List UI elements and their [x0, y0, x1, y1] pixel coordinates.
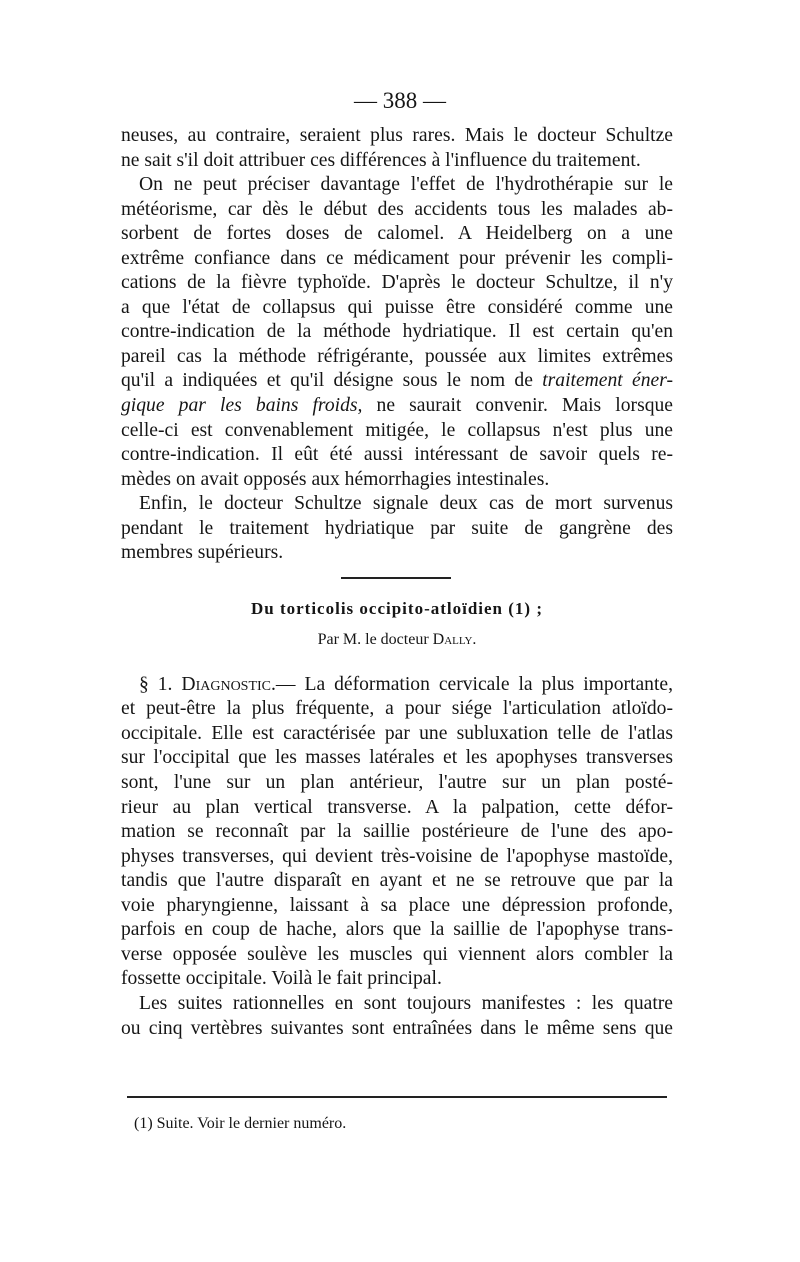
text-line: contre-indication. Il eût été aussi intéressant de savoir quels re- [121, 444, 673, 466]
paragraph-consequences [121, 992, 673, 1041]
page-number: — 388 — [354, 88, 446, 113]
line-text: ne saurait convenir. Mais lorsque [362, 395, 673, 417]
text-line: Enfin, le docteur Schultze signale deux cas de mort survenus [139, 493, 673, 515]
text-line: physes transverses, qui devient très-voisine de l'apophyse mastoïde, [121, 845, 673, 867]
text-line: sont, l'une sur un plan antérieur, l'autre sur un plan posté- [121, 772, 673, 794]
text-line: contre-indication de la méthode hydriatique. Il est certain qu'en [121, 321, 673, 343]
text-line: météorisme, car dès le début des accidents tous les malades ab- [121, 198, 673, 220]
article-title: Du torticolis occipito-atloïdien (1) ; [250, 598, 543, 618]
text-line: a que l'état de collapsus qui puisse être considéré comme une [121, 296, 673, 318]
text-line: rieur au plan vertical transverse. A la palpation, cette défor- [121, 796, 673, 818]
section-divider [341, 577, 451, 579]
section-dash: — [275, 673, 305, 695]
text-line: verse opposée soulève les muscles qui viennent alors combler la [121, 943, 673, 965]
text-line [121, 369, 673, 394]
text-line: ne sait s'il doit attribuer ces différences à l'influence du traitement. [121, 149, 641, 171]
text-line: pendant le traitement hydriatique par suite de gangrène des [121, 517, 673, 539]
byline-prefix: Par M. le docteur [317, 630, 433, 648]
text-line: extrême confiance dans ce médicament pour prévenir les compli- [121, 247, 673, 269]
text-line [121, 673, 673, 698]
footnote-rule [127, 1096, 667, 1098]
text-line: parfois en coup de hache, alors que la saillie de l'apophyse trans- [121, 919, 673, 941]
text-line: voie pharyngienne, laissant à sa place une dépression profonde, [121, 894, 673, 916]
article-byline [121, 629, 673, 651]
text-line: pareil cas la méthode réfrigérante, poussée aux limites extrêmes [121, 345, 673, 367]
text-line: mèdes on avait opposés aux hémorrhagies intestinales. [121, 468, 550, 490]
text-line: tandis que l'autre disparaît en ayant et ne se retrouve que par la [121, 870, 673, 892]
footnote: (1) Suite. Voir le dernier numéro. [134, 1115, 347, 1132]
text-line: sur l'occipital que les masses latérales et les apophyses transverses [121, 747, 673, 769]
text-line: celle-ci est convenablement mitigée, le collapsus n'est plus une [121, 419, 673, 441]
text-line: sorbent de fortes doses de calomel. A Heidelberg on a une [121, 223, 673, 245]
text-line [121, 394, 673, 419]
body-text [121, 124, 673, 1041]
line-text: La déformation cervicale la plus importante, [304, 673, 673, 695]
italic-phrase: traitement éner- [542, 370, 673, 392]
text-line: fossette occipitale. Voilà le fait principal. [121, 968, 442, 990]
paragraph-gangrene [121, 492, 673, 566]
section-number: § 1. [139, 673, 182, 695]
text-line: et peut-être la plus fréquente, a pour siége l'articulation atloïdo- [121, 698, 673, 720]
text-line: occipitale. Elle est caractérisée par une subluxation telle de l'atlas [121, 722, 673, 744]
line-text: qu'il a indiquées et qu'il désigne sous le nom de [121, 370, 543, 392]
paragraph-hydrotherapy [121, 173, 673, 492]
section-diagnostic [121, 673, 673, 992]
paragraph-continuation [121, 124, 673, 173]
text-line: membres supérieurs. [121, 542, 284, 564]
text-line: ou cinq vertèbres suivantes sont entraînées dans le même sens que [121, 1017, 673, 1039]
text-line: Les suites rationnelles en sont toujours manifestes : les quatre [139, 992, 673, 1014]
text-line: cations de la fièvre typhoïde. D'après le docteur Schultze, il n'y [121, 272, 673, 294]
author-name: Dally. [432, 630, 477, 648]
italic-phrase: gique par les bains froids, [121, 395, 363, 417]
section-heading: Diagnostic. [181, 673, 276, 695]
text-line: mation se reconnaît par la saillie postérieure de l'une des apo- [121, 821, 673, 843]
text-line: On ne peut préciser davantage l'effet de l'hydrothérapie sur le [139, 174, 673, 196]
text-line: neuses, au contraire, seraient plus rares. Mais le docteur Schultze [121, 125, 673, 146]
